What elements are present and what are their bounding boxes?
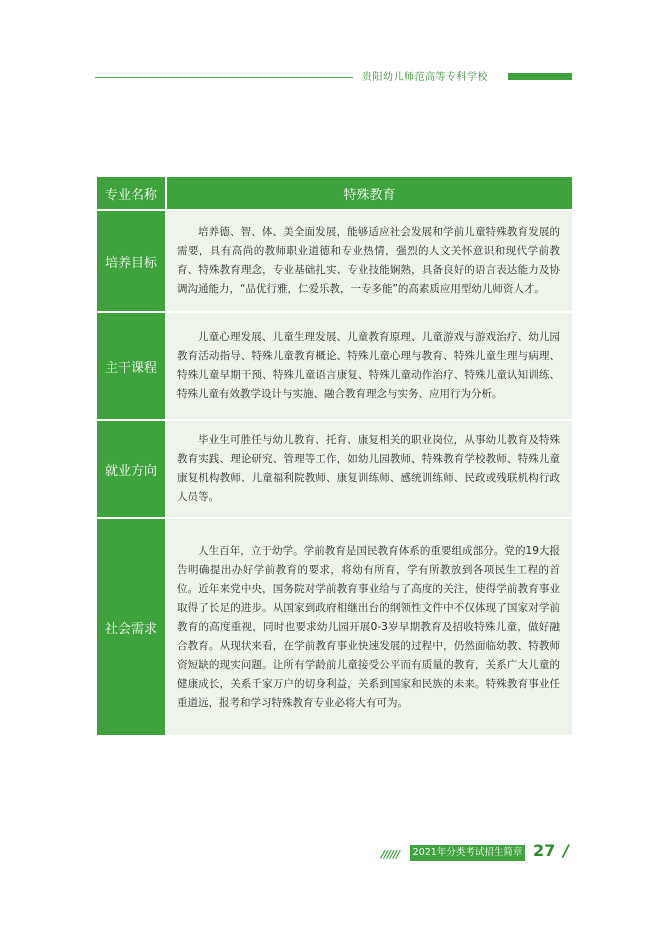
social-demand-text: 人生百年，立于幼学。学前教育是国民教育体系的重要组成部分。党的19大报告明确提出办好学前教育的要求，将幼有所育，学有所教放到各项民生工程的首位。近年来党中央，国务院对学前教育事业给与了高度的关注，使得学前教育事业取得了长足的进步。从国家到政府相继出台的纲领性文件中不仅体现了国家对学前教育的高度重视，同时也要求幼儿园开展0-3岁早期教育及招收特殊儿童，做好融合教育。从现状来看，在学前教育事业快速发展的过程中，仍然面临幼教、特教师资短缺的现实问题。让所有学龄前儿童接受公平而有质量的教育，关系广大儿童的健康成长，关系千家万户的切身利益，关系到国家和民族的未来。特殊教育事业任重道远，报考和学习特殊教育专业必将大有可为。	[177, 544, 560, 709]
school-name: 贵阳幼儿师范高等专科学校	[362, 72, 488, 83]
footer-slash: /	[563, 841, 569, 860]
training-goal-text: 培养德、智、体、美全面发展，能够适应社会发展和学前儿童特殊教育发展的需要，具有高尚的教师职业道德和专业热情，强烈的人文关怀意识和现代学前教育、特殊教育理念，专业基础扎实、专业技能娴熟，具备良好的语言表达能力及协调沟通能力，“品优行雅，仁爱乐教，一专多能”的高素质应用型幼儿师资人才。	[177, 226, 560, 295]
page-number: 27	[533, 841, 556, 860]
table-row	[97, 312, 572, 420]
row-label-core-courses: 主干课程	[97, 312, 166, 420]
employment-text: 毕业生可胜任与幼儿教育、托育、康复相关的职业岗位，从事幼儿教育及特殊教育实践、理论研究、管理等工作，如幼儿园教师、特殊教育学校教师、特殊儿童康复机构教师、儿童福利院教师、康复训练师、感统训练师、民政或残联机构行政人员等。	[177, 434, 560, 503]
major-name: 特殊教育	[166, 177, 572, 210]
major-info-table	[97, 177, 572, 737]
core-courses-text: 儿童心理发展、儿童生理发展、儿童教育原理、儿童游戏与游戏治疗、幼儿园教育活动指导、特殊儿童教育概论、特殊儿童心理与教育、特殊儿童生理与病理、特殊儿童早期干预、特殊儿童语言康复、特殊儿童动作治疗、特殊儿童认知训练、特殊儿童有效教学设计与实施、融合教育理念与实务、应用行为分析。	[177, 331, 560, 400]
brochure-title-badge: 2021年分类考试招生简章	[410, 845, 525, 861]
header-accent-bar	[508, 73, 572, 80]
footer-stripes: //////	[381, 848, 400, 861]
table-row	[97, 210, 572, 312]
table-row	[97, 518, 572, 736]
row-label-training-goal: 培养目标	[97, 210, 166, 312]
header-rule	[95, 77, 353, 78]
table-row	[97, 420, 572, 518]
table-head-row	[97, 177, 572, 210]
row-label-employment: 就业方向	[97, 420, 166, 518]
row-label-social-demand: 社会需求	[97, 518, 166, 736]
head-label: 专业名称	[97, 177, 166, 210]
